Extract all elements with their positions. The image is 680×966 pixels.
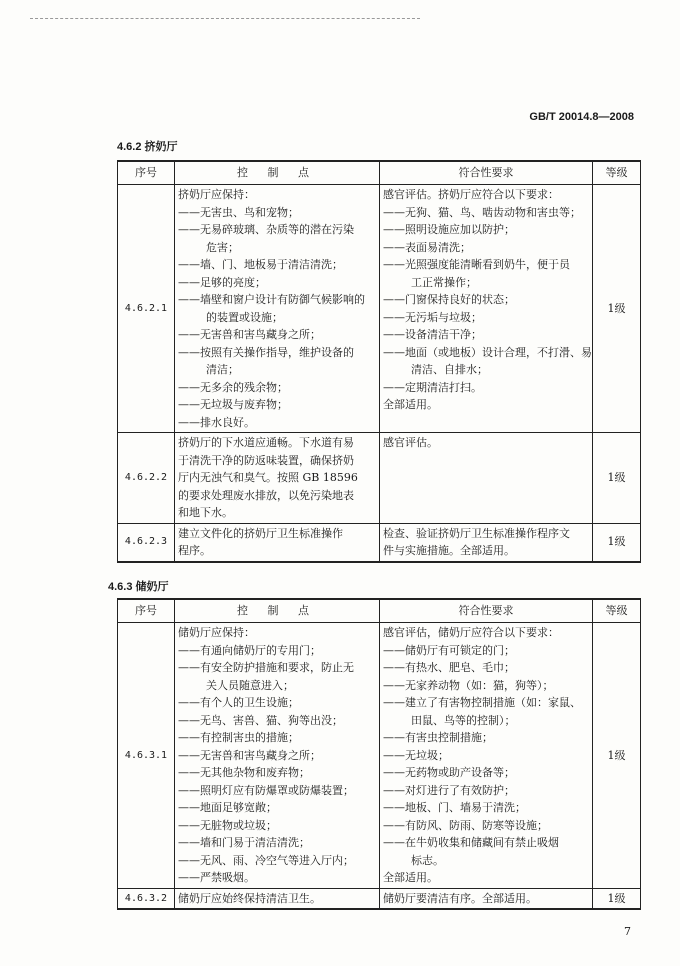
control-line: ——有安全防护措施和要求，防止无 — [178, 661, 354, 674]
requirement-line: 感官评估。 — [383, 436, 438, 449]
table-row — [118, 523, 641, 562]
page-number: 7 — [624, 925, 631, 938]
requirement-line: ——无污垢与垃圾； — [383, 310, 482, 324]
table-row — [118, 888, 641, 909]
requirement-line: ——有防风、防雨、防寒等设施； — [383, 818, 548, 832]
requirement-line: ——储奶厅有可锁定的门； — [383, 643, 515, 657]
row-number: 4.6.3.1 — [118, 623, 175, 889]
control-point-cell — [175, 623, 380, 889]
col-header-no: 序号 — [118, 599, 175, 623]
requirement-line: ——在牛奶收集和储藏间有禁止吸烟 — [383, 836, 559, 849]
control-line: 挤奶厅的下水道应通畅。下水道有易 — [178, 436, 354, 449]
control-line: ——有通向储奶厅的专用门； — [178, 643, 321, 657]
control-line: 厅内无浊气和臭气。按照 GB 18596 — [178, 471, 358, 484]
requirement-line: ——无狗、猫、鸟、啮齿动物和害虫等； — [383, 205, 581, 219]
grade-cell: 1级 — [593, 523, 641, 562]
section-title-milk-storage: 4.6.3 储奶厅 — [108, 581, 169, 593]
table-body — [118, 623, 641, 910]
requirement-line: 清洁、自排水； — [411, 363, 488, 376]
control-line: 的要求处理废水排放，以免污染地表 — [178, 488, 354, 502]
control-line: 建立文件化的挤奶厅卫生标准操作 — [178, 526, 343, 540]
requirement-line: ——照明设施应加以防护； — [383, 223, 515, 236]
control-line: ——无易碎玻璃、杂质等的潜在污染 — [178, 223, 354, 236]
table-body — [118, 185, 641, 562]
control-line: ——严禁吸烟。 — [178, 871, 255, 884]
control-line: ——无多余的残余物； — [178, 380, 288, 394]
requirement-line: ——地板、门、墙易于清洗； — [383, 801, 526, 814]
control-point-cell — [175, 523, 380, 562]
control-line: ——无其他杂物和废弃物； — [178, 766, 310, 779]
control-line: 和地下水。 — [178, 506, 233, 519]
control-line: ——排水良好。 — [178, 415, 255, 429]
control-line: ——无垃圾与废弃物； — [178, 398, 288, 411]
col-header-grade: 等级 — [593, 161, 641, 185]
requirement-line: ——有热水、肥皂、毛巾； — [383, 661, 515, 674]
requirement-line: ——地面（或地板）设计合理，不打滑、易 — [383, 345, 592, 359]
control-point-cell — [175, 888, 380, 909]
milking-parlor-table — [117, 160, 641, 563]
requirement-line: ——光照强度能清晰看到奶牛，便于员 — [383, 258, 570, 271]
table-row — [118, 623, 641, 889]
control-line: 程序。 — [178, 544, 211, 557]
control-line: ——无脏物或垃圾； — [178, 818, 277, 832]
control-line: ——无风、雨、冷空气等进入厅内； — [178, 853, 354, 867]
requirement-line: 感官评估。挤奶厅应符合以下要求： — [383, 188, 559, 201]
requirement-cell — [380, 888, 593, 909]
control-line: 储奶厅应始终保持清洁卫生。 — [178, 891, 321, 905]
requirement-line: ——对灯进行了有效防护； — [383, 783, 515, 797]
scan-artifact-line — [30, 18, 420, 19]
col-header-grade: 等级 — [593, 599, 641, 623]
row-number: 4.6.3.2 — [118, 888, 175, 909]
requirement-line: 感官评估，储奶厅应符合以下要求： — [383, 626, 559, 639]
requirement-line: 田鼠、鸟等的控制）； — [411, 713, 516, 727]
control-point-cell — [175, 185, 380, 433]
table-header-row — [118, 161, 641, 185]
control-line: ——按照有关操作指导，维护设备的 — [178, 345, 354, 359]
requirement-line: ——建立了有害物控制措施（如：家鼠、 — [383, 696, 581, 709]
col-header-no: 序号 — [118, 161, 175, 185]
control-line: ——有控制害虫的措施； — [178, 731, 299, 744]
row-number: 4.6.2.1 — [118, 185, 175, 433]
requirement-line: 全部适用。 — [383, 398, 438, 411]
section-title-milking-parlor: 4.6.2 挤奶厅 — [117, 141, 178, 153]
requirement-cell — [380, 623, 593, 889]
table-header-row — [118, 599, 641, 623]
control-line: ——无害兽和害鸟藏身之所； — [178, 328, 321, 341]
control-line: ——地面足够宽敞； — [178, 801, 277, 814]
milk-storage-table — [117, 598, 641, 910]
standard-code: GB/T 20014.8—2008 — [529, 111, 634, 123]
requirement-line: ——无家养动物（如：猫，狗等）； — [383, 678, 554, 692]
grade-cell: 1级 — [593, 433, 641, 524]
control-line: ——照明灯应有防爆罩或防爆装置； — [178, 783, 354, 797]
col-header-requirement: 符合性要求 — [380, 161, 593, 185]
requirement-cell — [380, 523, 593, 562]
control-line: ——无害虫、鸟和宠物； — [178, 205, 299, 219]
control-line: 的装置或设施； — [206, 310, 283, 324]
control-line: ——无害兽和害鸟藏身之所； — [178, 748, 321, 762]
control-point-cell — [175, 433, 380, 524]
table-row — [118, 185, 641, 433]
grade-cell: 1级 — [593, 623, 641, 889]
control-line: 挤奶厅应保持： — [178, 188, 255, 201]
grade-cell: 1级 — [593, 888, 641, 909]
requirement-line: ——表面易清洗； — [383, 240, 471, 254]
requirement-line: 全部适用。 — [383, 871, 438, 884]
control-line: ——有个人的卫生设施； — [178, 696, 299, 709]
control-line: ——足够的亮度； — [178, 275, 266, 289]
requirement-line: ——无药物或助产设备等； — [383, 766, 515, 779]
requirement-cell — [380, 433, 593, 524]
control-line: 关人员随意进入； — [206, 678, 294, 692]
control-line: 清洁； — [206, 363, 239, 376]
requirement-line: 标志。 — [411, 853, 444, 867]
control-line: 储奶厅应保持： — [178, 626, 255, 639]
requirement-line: ——定期清洁打扫。 — [383, 380, 482, 394]
requirement-line: ——有害虫控制措施； — [383, 731, 493, 744]
row-number: 4.6.2.3 — [118, 523, 175, 562]
requirement-line: ——设备清洁干净； — [383, 328, 482, 341]
table-row — [118, 433, 641, 524]
requirement-line: 储奶厅要清洁有序。全部适用。 — [383, 891, 537, 905]
control-line: 于清洗干净的防返味装置，确保挤奶 — [178, 453, 354, 467]
requirement-line: 件与实施措施。全部适用。 — [383, 544, 515, 557]
grade-cell: 1级 — [593, 185, 641, 433]
requirement-line: ——无垃圾； — [383, 748, 449, 762]
col-header-control-point: 控 制 点 — [175, 599, 380, 623]
requirement-cell — [380, 185, 593, 433]
col-header-control-point: 控 制 点 — [175, 161, 380, 185]
requirement-line: 工正常操作； — [411, 275, 477, 289]
control-line: ——墙壁和窗户设计有防御气候影响的 — [178, 293, 365, 306]
requirement-line: 检查、验证挤奶厅卫生标准操作程序文 — [383, 526, 570, 540]
control-line: ——墙、门、地板易于清洁清洗； — [178, 258, 343, 271]
row-number: 4.6.2.2 — [118, 433, 175, 524]
requirement-line: ——门窗保持良好的状态； — [383, 293, 515, 306]
control-line: ——无鸟、害兽、猫、狗等出没； — [178, 713, 343, 727]
control-line: ——墙和门易于清洁清洗； — [178, 836, 310, 849]
col-header-requirement: 符合性要求 — [380, 599, 593, 623]
control-line: 危害； — [206, 240, 239, 254]
